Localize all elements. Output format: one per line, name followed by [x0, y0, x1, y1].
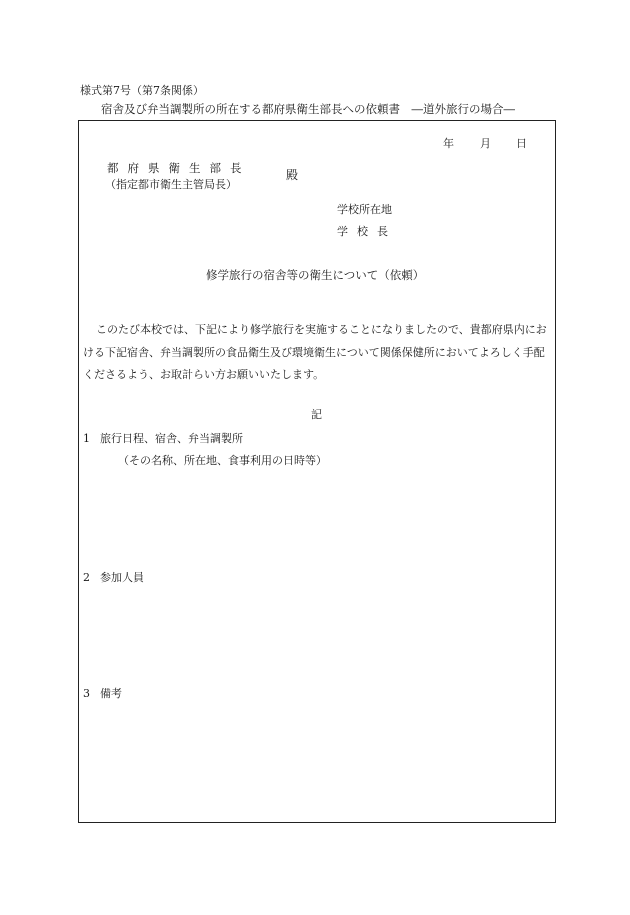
item-1-number: 1: [83, 432, 90, 445]
item-3-number: 3: [83, 687, 90, 700]
subject-line: 修学旅行の宿舎等の衛生について（依頼）: [206, 268, 425, 282]
date-month: 月: [480, 137, 491, 150]
form-number: 様式第7号（第7条関係）: [80, 84, 204, 97]
date-day: 日: [516, 137, 527, 150]
principal-label: 学校長: [337, 225, 397, 238]
ki-heading: 記: [311, 408, 322, 421]
form-frame: [78, 120, 556, 823]
item-2-label: 参加人員: [100, 571, 144, 584]
addressee-subtitle: （指定都市衛生主管局長）: [105, 178, 237, 191]
school-address-label: 学校所在地: [337, 203, 392, 216]
item-2-number: 2: [83, 571, 90, 584]
item-1-note: （その名称、所在地、食事利用の日時等）: [118, 454, 327, 467]
addressee-honorific: 殿: [286, 168, 299, 182]
addressee-title: 都府県衛生部長: [107, 161, 251, 175]
item-1-label: 旅行日程、宿舎、弁当調製所: [100, 432, 243, 445]
form-title: 宿舎及び弁当調製所の所在する都府県衛生部長への依頼書 ―道外旅行の場合―: [101, 102, 515, 116]
date-year: 年: [443, 137, 454, 150]
item-3-label: 備考: [100, 687, 122, 700]
body-paragraph: このたび本校では、下記により修学旅行を実施することになりましたので、貴都府県内における下記宿舎、弁当調製所の食品衛生及び環境衛生について関係保健所においてよろしく手配くださるよう、お取計らい方お願いいたします。: [83, 323, 547, 381]
